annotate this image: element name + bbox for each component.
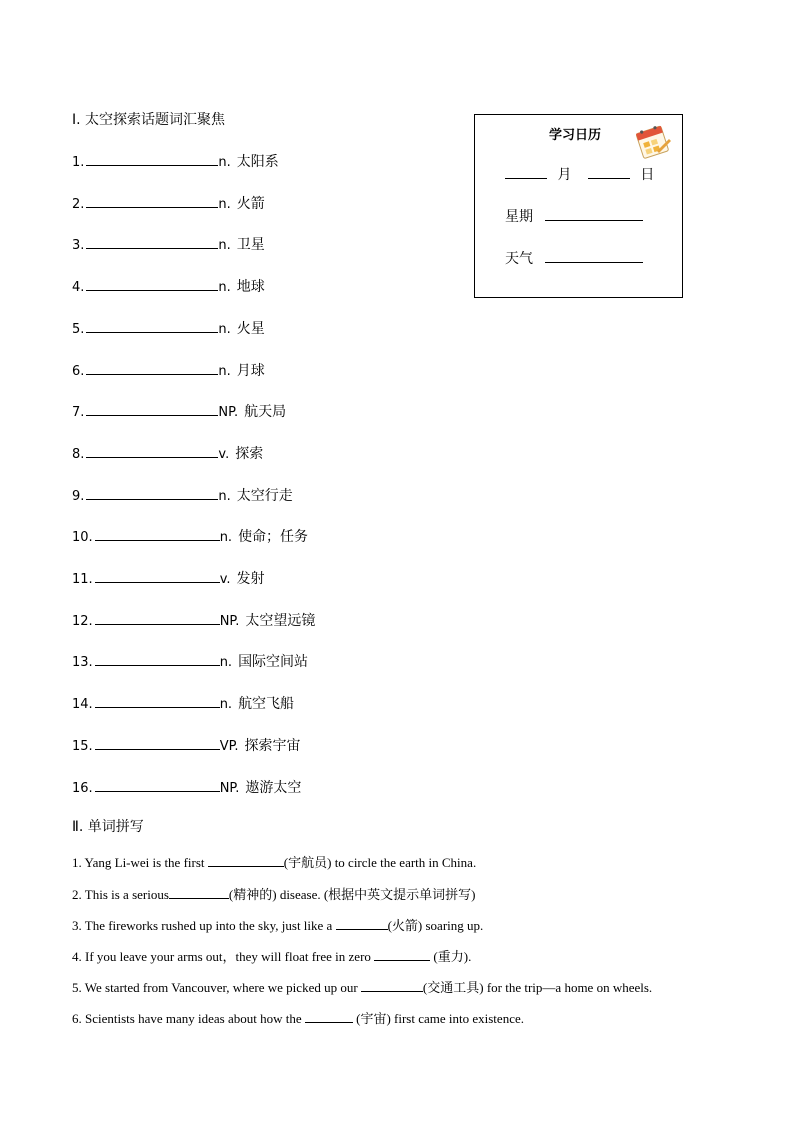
answer-blank[interactable] bbox=[336, 918, 388, 930]
weekday-label: 星期 bbox=[505, 209, 533, 225]
vocab-item bbox=[72, 693, 294, 713]
chinese-meaning: 航空飞船 bbox=[238, 696, 295, 713]
vocab-item bbox=[72, 234, 265, 254]
chinese-meaning: 太空望远镜 bbox=[245, 612, 316, 629]
chinese-meaning: 使命；任务 bbox=[238, 529, 309, 546]
part-of-speech: NP. bbox=[219, 613, 240, 629]
vocab-number: 2. bbox=[72, 196, 85, 212]
vocab-number: 14. bbox=[72, 697, 93, 713]
vocab-item bbox=[72, 401, 286, 421]
part-of-speech: n. bbox=[218, 280, 231, 296]
sentence-text-after: (火箭) soaring up. bbox=[387, 918, 484, 933]
vocab-number: 9. bbox=[72, 488, 85, 504]
answer-blank[interactable] bbox=[169, 887, 229, 899]
vocab-number: 6. bbox=[72, 363, 85, 379]
chinese-meaning: 月球 bbox=[236, 362, 265, 379]
answer-blank[interactable] bbox=[86, 278, 218, 291]
part-of-speech: n. bbox=[218, 488, 231, 504]
answer-blank[interactable] bbox=[86, 403, 218, 416]
calendar-weekday-row bbox=[505, 206, 643, 226]
chinese-meaning: 探索 bbox=[235, 445, 264, 462]
sentence-text-before: 2. This is a serious bbox=[72, 887, 169, 902]
sentence-text-before: 1. Yang Li-wei is the first bbox=[72, 855, 208, 870]
part-of-speech: v. bbox=[218, 446, 230, 462]
spelling-sentence bbox=[72, 1008, 524, 1027]
vocab-item bbox=[72, 151, 279, 171]
sentence-text-after: (交通工具) for the trip—a home on wheels. bbox=[422, 980, 653, 995]
answer-blank[interactable] bbox=[86, 236, 218, 249]
vocab-number: 16. bbox=[72, 780, 93, 796]
vocab-item bbox=[72, 568, 265, 588]
chinese-meaning: 探索宇宙 bbox=[244, 737, 301, 754]
chinese-meaning: 太阳系 bbox=[236, 154, 279, 170]
spelling-sentence bbox=[72, 946, 471, 965]
part-of-speech: n. bbox=[218, 196, 231, 212]
chinese-meaning: 火箭 bbox=[236, 195, 265, 212]
answer-blank[interactable] bbox=[95, 612, 220, 625]
section2-title: Ⅱ. 单词拼写 bbox=[72, 819, 144, 835]
vocab-number: 7. bbox=[72, 405, 85, 421]
vocab-number: 11. bbox=[72, 572, 93, 587]
section1-title: Ⅰ. 太空探索话题词汇聚焦 bbox=[72, 112, 226, 128]
vocab-number: 3. bbox=[72, 238, 85, 254]
sentence-text-before: 4. If you leave your arms out，they will float free in zero bbox=[72, 949, 375, 964]
vocab-number: 12. bbox=[72, 613, 93, 629]
month-blank[interactable] bbox=[505, 166, 547, 179]
answer-blank[interactable] bbox=[86, 487, 218, 500]
vocab-number: 5. bbox=[72, 321, 85, 337]
answer-blank[interactable] bbox=[95, 695, 220, 708]
vocab-item bbox=[72, 318, 265, 338]
calendar-icon bbox=[633, 121, 673, 161]
chinese-meaning: 卫星 bbox=[236, 237, 265, 254]
study-calendar-box bbox=[474, 114, 683, 298]
vocab-item bbox=[72, 485, 293, 505]
vocab-item bbox=[72, 193, 265, 213]
spelling-sentence bbox=[72, 977, 652, 996]
vocab-number: 8. bbox=[72, 446, 85, 462]
spelling-sentence bbox=[72, 915, 483, 934]
answer-blank[interactable] bbox=[208, 855, 284, 867]
part-of-speech: v. bbox=[219, 572, 231, 587]
answer-blank[interactable] bbox=[374, 949, 430, 961]
part-of-speech: n. bbox=[218, 363, 231, 379]
vocab-item bbox=[72, 276, 265, 296]
answer-blank[interactable] bbox=[86, 320, 218, 333]
chinese-meaning: 发射 bbox=[236, 571, 265, 587]
calendar-title: 学习日历 bbox=[549, 128, 602, 143]
part-of-speech: n. bbox=[219, 697, 233, 713]
part-of-speech: n. bbox=[218, 238, 231, 254]
answer-blank[interactable] bbox=[86, 153, 218, 166]
vocab-item bbox=[72, 526, 308, 546]
vocab-number: 15. bbox=[72, 738, 93, 754]
vocab-number: 13. bbox=[72, 655, 93, 671]
part-of-speech: n. bbox=[218, 155, 231, 170]
part-of-speech: NP. bbox=[219, 780, 240, 796]
vocab-number: 1. bbox=[72, 155, 85, 170]
sentence-text-before: 6. Scientists have many ideas about how the bbox=[72, 1011, 305, 1026]
part-of-speech: VP. bbox=[219, 738, 239, 754]
weather-label: 天气 bbox=[505, 251, 533, 267]
answer-blank[interactable] bbox=[95, 653, 220, 666]
vocab-item bbox=[72, 735, 301, 755]
part-of-speech: NP. bbox=[218, 405, 239, 421]
vocab-item bbox=[72, 651, 308, 671]
part-of-speech: n. bbox=[219, 655, 233, 671]
sentence-text-before: 5. We started from Vancouver, where we picked up our bbox=[72, 980, 361, 995]
chinese-meaning: 地球 bbox=[236, 279, 265, 296]
chinese-meaning: 遨游太空 bbox=[245, 779, 302, 796]
sentence-text-after: (宇宙) first came into existence. bbox=[352, 1011, 524, 1026]
chinese-meaning: 太空行走 bbox=[236, 487, 293, 504]
answer-blank[interactable] bbox=[86, 362, 218, 375]
weekday-blank[interactable] bbox=[545, 208, 643, 221]
answer-blank[interactable] bbox=[86, 445, 218, 458]
answer-blank[interactable] bbox=[86, 195, 218, 208]
vocab-item bbox=[72, 610, 315, 630]
answer-blank[interactable] bbox=[95, 737, 220, 750]
vocab-number: 4. bbox=[72, 280, 85, 296]
day-label: 日 bbox=[640, 167, 655, 183]
answer-blank[interactable] bbox=[305, 1011, 353, 1023]
weather-blank[interactable] bbox=[545, 250, 643, 263]
answer-blank[interactable] bbox=[95, 570, 220, 583]
chinese-meaning: 火星 bbox=[236, 320, 265, 337]
part-of-speech: n. bbox=[218, 321, 231, 337]
spelling-sentence bbox=[72, 884, 476, 903]
calendar-weather-row bbox=[505, 248, 643, 268]
vocab-number: 10. bbox=[72, 530, 93, 546]
answer-blank[interactable] bbox=[95, 779, 220, 792]
spelling-sentence bbox=[72, 852, 476, 871]
calendar-date-row bbox=[505, 164, 654, 184]
answer-blank[interactable] bbox=[361, 980, 423, 992]
sentence-text-after: (重力). bbox=[430, 949, 472, 964]
vocab-item bbox=[72, 777, 301, 797]
sentence-text-before: 3. The fireworks rushed up into the sky, just like a bbox=[72, 918, 336, 933]
vocab-item bbox=[72, 360, 265, 380]
chinese-meaning: 航天局 bbox=[244, 404, 287, 421]
day-blank[interactable] bbox=[588, 166, 630, 179]
month-label: 月 bbox=[557, 167, 572, 183]
chinese-meaning: 国际空间站 bbox=[238, 654, 309, 671]
answer-blank[interactable] bbox=[95, 528, 220, 541]
vocab-item bbox=[72, 443, 263, 463]
sentence-text-after: (精神的) disease. (根据中英文提示单词拼写) bbox=[228, 887, 476, 902]
sentence-text-after: (宇航员) to circle the earth in China. bbox=[283, 855, 477, 870]
part-of-speech: n. bbox=[219, 530, 233, 546]
